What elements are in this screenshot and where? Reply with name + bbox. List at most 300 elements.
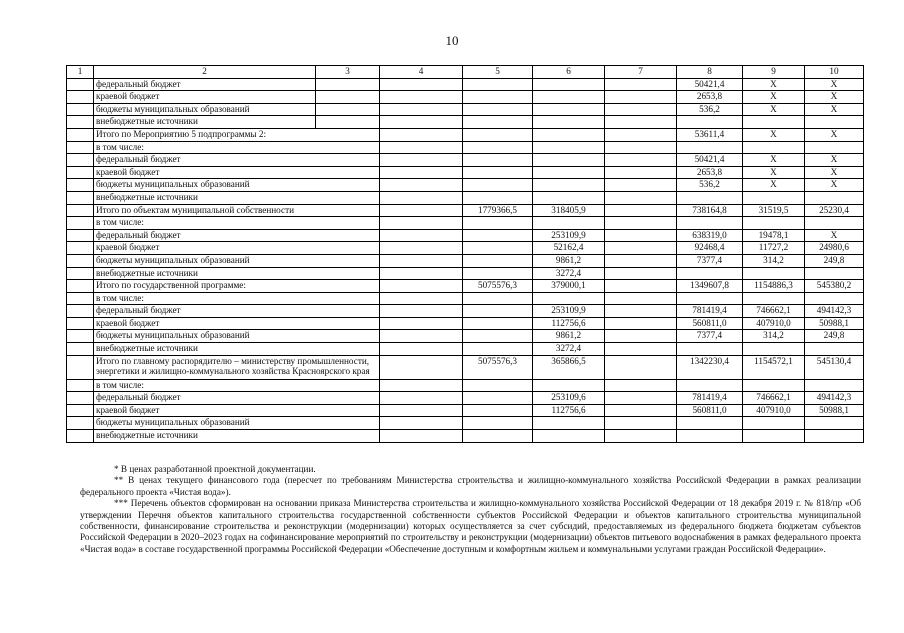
table-cell: 50421,4 xyxy=(677,78,743,91)
table-cell: 3272,4 xyxy=(533,343,605,356)
page-number: 10 xyxy=(445,33,459,48)
table-cell xyxy=(463,317,533,330)
table-cell: 494142,3 xyxy=(805,305,864,318)
table-cell: 560811,0 xyxy=(677,317,743,330)
table-cell xyxy=(67,292,94,305)
table-cell xyxy=(605,280,677,293)
table-cell xyxy=(380,229,463,242)
table-cell xyxy=(463,430,533,443)
table-cell xyxy=(677,267,743,280)
table-cell xyxy=(463,417,533,430)
table-cell: X xyxy=(805,78,864,91)
table-cell xyxy=(533,292,605,305)
table-cell xyxy=(67,404,94,417)
table-cell xyxy=(677,292,743,305)
table-cell: 536,2 xyxy=(677,103,743,116)
table-cell: X xyxy=(743,78,805,91)
table-cell xyxy=(463,179,533,192)
table-cell xyxy=(533,430,605,443)
table-cell: 112756,6 xyxy=(533,404,605,417)
table-cell: 50421,4 xyxy=(677,154,743,167)
table-cell: 638319,0 xyxy=(677,229,743,242)
table-row xyxy=(67,166,864,179)
table-cell: в том числе: xyxy=(94,217,380,230)
table-row xyxy=(67,78,864,91)
table-cell xyxy=(463,229,533,242)
table-cell xyxy=(605,103,677,116)
table-cell xyxy=(380,392,463,405)
table-cell xyxy=(463,305,533,318)
table-cell xyxy=(533,141,605,154)
table-cell: 50988,1 xyxy=(805,404,864,417)
table-row xyxy=(67,379,864,392)
table-cell xyxy=(605,379,677,392)
table-cell xyxy=(743,191,805,204)
table-row xyxy=(67,280,864,293)
table-cell xyxy=(380,128,463,141)
table-cell: 9861,2 xyxy=(533,254,605,267)
table-cell: 249,8 xyxy=(805,330,864,343)
table-cell: 407910,0 xyxy=(743,404,805,417)
table-cell xyxy=(67,417,94,430)
table-cell: 50988,1 xyxy=(805,317,864,330)
table-cell xyxy=(743,417,805,430)
table-row xyxy=(67,141,864,154)
table-cell xyxy=(67,103,94,116)
header-cell: 7 xyxy=(605,66,677,79)
table-cell: 112756,6 xyxy=(533,317,605,330)
table-cell xyxy=(380,78,463,91)
table-cell: Итого по главному распорядителю – министерству промышленности, энергетики и жилищно-коммунального хозяйства Красноярского края xyxy=(94,355,380,379)
table-cell xyxy=(380,355,463,379)
footnote-2: ** В ценах текущего финансового года (пересчет по требованиям Министерства строительства и жилищно-коммунального хозяйства Российской Федерации в рамках реализации федерального проекта «Чистая вода»). xyxy=(80,475,861,497)
header-cell: 4 xyxy=(380,66,463,79)
table-cell xyxy=(463,154,533,167)
table-cell xyxy=(677,191,743,204)
table-cell xyxy=(380,204,463,217)
table-cell xyxy=(463,166,533,179)
table-row xyxy=(67,355,864,379)
footnote-1: * В ценах разработанной проектной документации. xyxy=(114,464,316,474)
table-cell: краевой бюджет xyxy=(94,166,380,179)
table-cell xyxy=(67,154,94,167)
table-cell: бюджеты муниципальных образований xyxy=(94,254,380,267)
table-cell xyxy=(605,191,677,204)
table-cell xyxy=(380,280,463,293)
table-cell: федеральный бюджет xyxy=(94,154,380,167)
table-cell xyxy=(380,179,463,192)
table-cell: 19478,1 xyxy=(743,229,805,242)
table-cell xyxy=(605,430,677,443)
table-cell: X xyxy=(805,91,864,104)
table-cell: краевой бюджет xyxy=(94,91,316,104)
table-cell: федеральный бюджет xyxy=(94,229,380,242)
table-cell: 560811,0 xyxy=(677,404,743,417)
table-cell: 379000,1 xyxy=(533,280,605,293)
table-cell xyxy=(380,154,463,167)
table-cell: 11727,2 xyxy=(743,242,805,255)
table-cell: Итого по Мероприятию 5 подпрограммы 2: xyxy=(94,128,380,141)
table-cell xyxy=(533,103,605,116)
table-cell: 7377,4 xyxy=(677,254,743,267)
table-cell xyxy=(316,91,380,104)
header-cell: 9 xyxy=(743,66,805,79)
table-cell xyxy=(463,404,533,417)
table-cell xyxy=(743,292,805,305)
table-row xyxy=(67,417,864,430)
table-cell xyxy=(67,267,94,280)
table-cell: федеральный бюджет xyxy=(94,78,316,91)
table-cell xyxy=(533,417,605,430)
table-cell xyxy=(605,343,677,356)
table-cell xyxy=(67,78,94,91)
table-cell: X xyxy=(743,154,805,167)
table-cell: 1779366,5 xyxy=(463,204,533,217)
table-cell: 92468,4 xyxy=(677,242,743,255)
table-cell xyxy=(605,242,677,255)
table-cell xyxy=(463,392,533,405)
table-cell xyxy=(67,179,94,192)
table-cell xyxy=(380,343,463,356)
table-cell xyxy=(805,292,864,305)
table-cell: Итого по объектам муниципальной собственности xyxy=(94,204,380,217)
table-cell xyxy=(605,229,677,242)
table-cell: X xyxy=(743,91,805,104)
table-cell xyxy=(805,343,864,356)
table-cell xyxy=(677,141,743,154)
table-cell xyxy=(605,417,677,430)
table-cell xyxy=(805,217,864,230)
table-cell xyxy=(743,430,805,443)
table-cell: 1342230,4 xyxy=(677,355,743,379)
table-cell: федеральный бюджет xyxy=(94,305,380,318)
table-cell xyxy=(605,116,677,129)
table-row xyxy=(67,392,864,405)
table-cell xyxy=(463,343,533,356)
table-cell xyxy=(605,91,677,104)
table-cell: X xyxy=(805,179,864,192)
table-cell xyxy=(463,116,533,129)
table-cell xyxy=(605,267,677,280)
table-cell xyxy=(463,254,533,267)
table-cell xyxy=(380,91,463,104)
table-cell: бюджеты муниципальных образований xyxy=(94,103,316,116)
table-cell xyxy=(605,217,677,230)
table-cell xyxy=(463,91,533,104)
header-cell: 3 xyxy=(316,66,380,79)
table-cell: 314,2 xyxy=(743,330,805,343)
table-cell: 2653,8 xyxy=(677,91,743,104)
table-row xyxy=(67,242,864,255)
table-cell: X xyxy=(805,154,864,167)
table-cell xyxy=(743,343,805,356)
table-cell: X xyxy=(805,229,864,242)
table-cell xyxy=(316,103,380,116)
table-cell xyxy=(67,355,94,379)
table-cell: 9861,2 xyxy=(533,330,605,343)
table-cell xyxy=(533,191,605,204)
table-cell xyxy=(380,267,463,280)
table-cell xyxy=(605,404,677,417)
header-cell: 6 xyxy=(533,66,605,79)
table-cell xyxy=(605,166,677,179)
table-cell: 53611,4 xyxy=(677,128,743,141)
table-cell xyxy=(380,217,463,230)
table-row xyxy=(67,404,864,417)
table-cell: внебюджетные источники xyxy=(94,191,380,204)
table-cell: 5075576,3 xyxy=(463,280,533,293)
table-cell: 3272,4 xyxy=(533,267,605,280)
table-cell xyxy=(380,330,463,343)
table-cell xyxy=(533,166,605,179)
table-cell: 253109,6 xyxy=(533,392,605,405)
table-cell xyxy=(380,379,463,392)
table-cell xyxy=(380,242,463,255)
table-cell xyxy=(67,204,94,217)
table-cell: X xyxy=(743,166,805,179)
table-row xyxy=(67,267,864,280)
table-cell: X xyxy=(743,103,805,116)
table-cell xyxy=(605,305,677,318)
table-cell xyxy=(380,317,463,330)
table-cell: 781419,4 xyxy=(677,305,743,318)
table-cell xyxy=(380,116,463,129)
table-cell xyxy=(67,166,94,179)
table-cell: 25230,4 xyxy=(805,204,864,217)
table-cell xyxy=(533,379,605,392)
table-cell: в том числе: xyxy=(94,141,380,154)
table-cell xyxy=(316,78,380,91)
table-cell: 5075576,3 xyxy=(463,355,533,379)
table-cell: 31519,5 xyxy=(743,204,805,217)
table-cell xyxy=(463,191,533,204)
table-cell xyxy=(605,317,677,330)
table-cell xyxy=(605,254,677,267)
table-cell: 1154572,1 xyxy=(743,355,805,379)
table-row xyxy=(67,191,864,204)
table-cell xyxy=(380,430,463,443)
header-cell: 5 xyxy=(463,66,533,79)
table-cell xyxy=(605,154,677,167)
table-cell xyxy=(463,78,533,91)
table-cell xyxy=(67,128,94,141)
table-row xyxy=(67,317,864,330)
table-row xyxy=(67,154,864,167)
table-cell xyxy=(463,242,533,255)
table-cell xyxy=(743,141,805,154)
table-cell xyxy=(805,379,864,392)
table-cell: X xyxy=(805,166,864,179)
table-cell xyxy=(67,254,94,267)
table-cell xyxy=(67,217,94,230)
table-cell xyxy=(805,430,864,443)
table-cell xyxy=(380,404,463,417)
table-cell xyxy=(380,103,463,116)
table-cell: 746662,1 xyxy=(743,392,805,405)
table-cell xyxy=(805,141,864,154)
table-cell xyxy=(743,217,805,230)
table-cell xyxy=(463,141,533,154)
table-cell xyxy=(805,191,864,204)
table-cell xyxy=(463,217,533,230)
table-cell: 314,2 xyxy=(743,254,805,267)
budget-table xyxy=(66,65,864,443)
table-cell: 738164,8 xyxy=(677,204,743,217)
table-cell xyxy=(605,204,677,217)
table-cell xyxy=(67,330,94,343)
table-cell xyxy=(463,330,533,343)
table-cell: 1349607,8 xyxy=(677,280,743,293)
table-cell: в том числе: xyxy=(94,379,380,392)
table-cell xyxy=(743,267,805,280)
table-cell: X xyxy=(805,103,864,116)
table-cell xyxy=(533,91,605,104)
table-cell: 365866,5 xyxy=(533,355,605,379)
table-cell xyxy=(677,116,743,129)
table-cell xyxy=(677,217,743,230)
table-cell xyxy=(805,417,864,430)
table-cell xyxy=(380,305,463,318)
table-cell: 253109,9 xyxy=(533,229,605,242)
header-cell: 1 xyxy=(67,66,94,79)
table-cell xyxy=(677,379,743,392)
header-cell: 2 xyxy=(94,66,316,79)
table-cell xyxy=(605,78,677,91)
header-cell: 10 xyxy=(805,66,864,79)
table-cell xyxy=(605,141,677,154)
table-cell xyxy=(463,103,533,116)
table-cell xyxy=(67,116,94,129)
table-cell: бюджеты муниципальных образований xyxy=(94,330,380,343)
header-cell: 8 xyxy=(677,66,743,79)
table-cell: 407910,0 xyxy=(743,317,805,330)
table-cell: 545130,4 xyxy=(805,355,864,379)
table-cell xyxy=(380,254,463,267)
table-row xyxy=(67,343,864,356)
table-cell: 494142,3 xyxy=(805,392,864,405)
table-cell xyxy=(463,128,533,141)
table-cell xyxy=(805,116,864,129)
table-cell xyxy=(533,116,605,129)
table-row xyxy=(67,91,864,104)
table-cell: внебюджетные источники xyxy=(94,343,380,356)
table-cell xyxy=(380,292,463,305)
table-cell: 253109,9 xyxy=(533,305,605,318)
table-cell xyxy=(677,343,743,356)
table-cell xyxy=(67,280,94,293)
table-cell xyxy=(463,267,533,280)
table-cell xyxy=(605,355,677,379)
table-cell xyxy=(605,128,677,141)
table-cell xyxy=(67,317,94,330)
table-row xyxy=(67,292,864,305)
table-cell xyxy=(380,191,463,204)
table-row xyxy=(67,229,864,242)
table-cell xyxy=(605,292,677,305)
table-cell: X xyxy=(743,128,805,141)
table-cell: федеральный бюджет xyxy=(94,392,380,405)
table-cell: внебюджетные источники xyxy=(94,430,380,443)
table-cell: краевой бюджет xyxy=(94,242,380,255)
table-cell xyxy=(533,179,605,192)
table-cell xyxy=(677,417,743,430)
table-cell: 7377,4 xyxy=(677,330,743,343)
table-cell xyxy=(605,179,677,192)
table-cell: 24980,6 xyxy=(805,242,864,255)
table-cell xyxy=(463,292,533,305)
table-cell: X xyxy=(743,179,805,192)
table-cell xyxy=(533,128,605,141)
table-cell xyxy=(67,141,94,154)
table-cell: 545380,2 xyxy=(805,280,864,293)
table-cell: в том числе: xyxy=(94,292,380,305)
table-row xyxy=(67,430,864,443)
table-cell xyxy=(743,116,805,129)
table-row xyxy=(67,204,864,217)
table-cell: бюджеты муниципальных образований xyxy=(94,179,380,192)
table-cell xyxy=(463,379,533,392)
table-cell xyxy=(67,191,94,204)
table-cell xyxy=(67,343,94,356)
table-cell: 52162,4 xyxy=(533,242,605,255)
table-cell xyxy=(380,166,463,179)
table-cell xyxy=(67,91,94,104)
table-cell xyxy=(67,242,94,255)
table-cell: внебюджетные источники xyxy=(94,267,380,280)
table-cell: 2653,8 xyxy=(677,166,743,179)
table-cell xyxy=(67,229,94,242)
table-cell xyxy=(805,267,864,280)
table-row xyxy=(67,128,864,141)
table-cell: 249,8 xyxy=(805,254,864,267)
table-cell: X xyxy=(805,128,864,141)
table-cell xyxy=(533,217,605,230)
table-cell: внебюджетные источники xyxy=(94,116,316,129)
footnote-3: *** Перечень объектов сформирован на основании приказа Министерства строительства и жилищно-коммунального хозяйства Российской Федерации от 18 декабря 2019 г. № 818/пр «Об утверждении Перечня объектов капитального строительства государственной собственности субъектов Российской Федерации и объектов капитального строительства муниципальной собственности, финансирование строительства и реконструкции (модернизации) которых осуществляется за счет субсидий, предоставляемых из федерального бюджета бюджетам субъектов Российской Федерации в 2020–2023 годах на софинансирование мероприятий по строительству и реконструкции (модернизации) объектов питьевого водоснабжения в рамках федерального проекта «Чистая вода» в составе государственной программы Российской Федерации «Обеспечение доступным и комфортным жильем и коммунальными услугами граждан Российской Федерации». xyxy=(80,498,861,554)
table-row xyxy=(67,116,864,129)
table-row xyxy=(67,103,864,116)
table-row xyxy=(67,254,864,267)
table-row xyxy=(67,305,864,318)
table-cell xyxy=(316,116,380,129)
table-cell xyxy=(380,417,463,430)
table-cell xyxy=(380,141,463,154)
table-row xyxy=(67,330,864,343)
table-row xyxy=(67,179,864,192)
table-cell xyxy=(67,305,94,318)
table-row xyxy=(67,217,864,230)
table-cell: Итого по государственной программе: xyxy=(94,280,380,293)
table-cell xyxy=(677,430,743,443)
table-cell xyxy=(67,430,94,443)
footnotes xyxy=(80,464,861,555)
table-cell: 1154886,3 xyxy=(743,280,805,293)
table-header-row xyxy=(67,66,864,79)
table-cell: 318405,9 xyxy=(533,204,605,217)
table-cell xyxy=(67,379,94,392)
table-cell: краевой бюджет xyxy=(94,317,380,330)
table-cell xyxy=(533,78,605,91)
table-cell xyxy=(743,379,805,392)
table-cell: 536,2 xyxy=(677,179,743,192)
table-cell: краевой бюджет xyxy=(94,404,380,417)
table-cell xyxy=(605,330,677,343)
table-cell xyxy=(67,392,94,405)
table-cell: бюджеты муниципальных образований xyxy=(94,417,380,430)
table-cell xyxy=(605,392,677,405)
table-cell: 746662,1 xyxy=(743,305,805,318)
table-body xyxy=(67,78,864,442)
